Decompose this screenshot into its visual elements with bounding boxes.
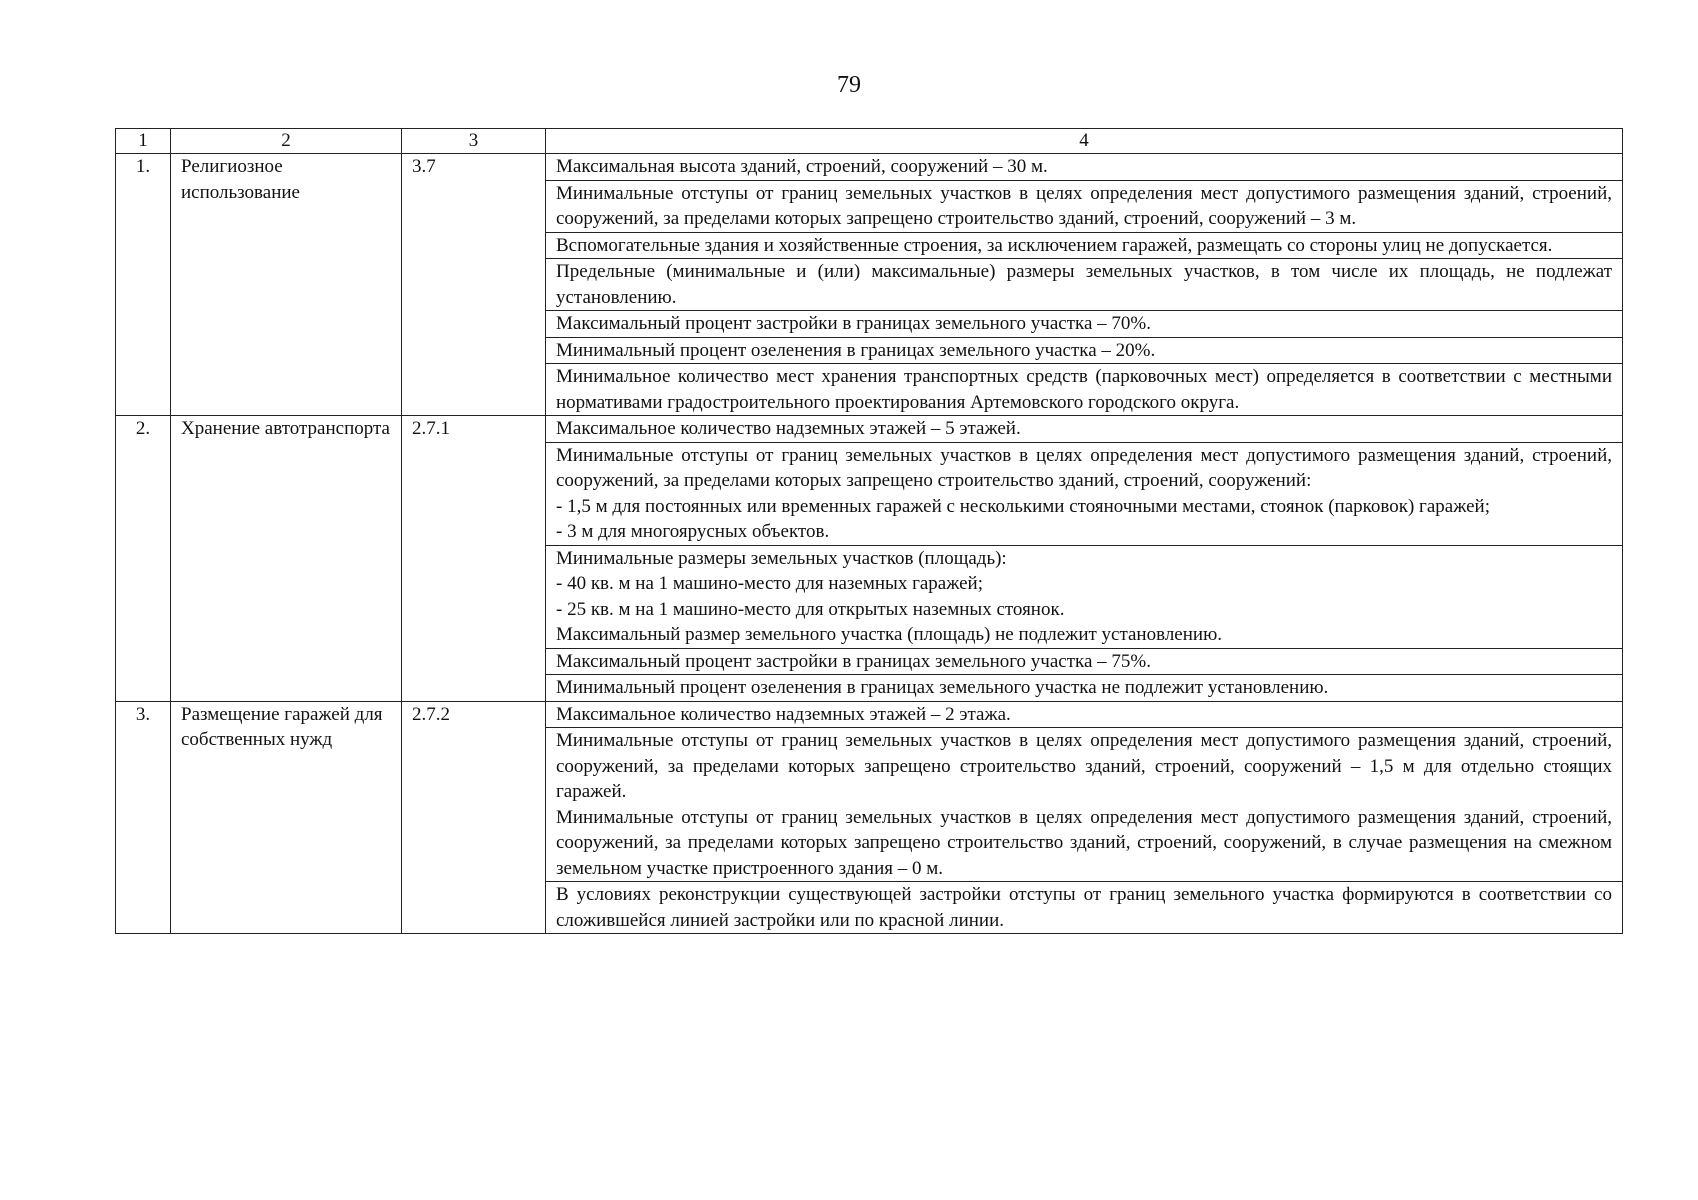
requirement-line: Максимальный размер земельного участка (площадь) не подлежит установлению. <box>556 624 1223 645</box>
table-row <box>116 154 1623 181</box>
requirement-line: Минимальные размеры земельных участков (площадь): <box>556 547 1007 569</box>
requirement-cell <box>546 442 1623 545</box>
requirement-cell: Вспомогательные здания и хозяйственные строения, за исключением гаражей, размещать со стороны улиц не допускается. <box>546 232 1623 259</box>
regulations-table <box>115 128 1623 934</box>
header-col-3: 3 <box>402 129 546 154</box>
requirement-cell: Максимальный процент застройки в границах земельного участка – 75%. <box>546 648 1623 675</box>
row-number: 3. <box>116 701 171 934</box>
row-number: 2. <box>116 416 171 702</box>
land-use-code: 3.7 <box>402 154 546 416</box>
requirement-cell: Максимальная высота зданий, строений, сооружений – 30 м. <box>546 154 1623 181</box>
land-use-name: Размещение гаражей для собственных нужд <box>171 701 402 934</box>
land-use-code: 2.7.2 <box>402 701 546 934</box>
requirement-cell <box>546 545 1623 648</box>
page-number: 79 <box>837 72 861 98</box>
requirement-cell: Минимальный процент озеленения в границах земельного участка – 20%. <box>546 337 1623 364</box>
requirement-line: Минимальные отступы от границ земельных участков в целях определения мест допустимого размещения зданий, строений, сооружений, за пределами которых запрещено строительство зданий, строений, сооружений: <box>556 444 1612 491</box>
header-col-1: 1 <box>116 129 171 154</box>
requirement-cell <box>546 728 1623 882</box>
header-col-4: 4 <box>546 129 1623 154</box>
requirement-cell: В условиях реконструкции существующей застройки отступы от границ земельного участка формируются в соответствии со сложившейся линией застройки или по красной линии. <box>546 882 1623 934</box>
requirement-line: - 3 м для многоярусных объектов. <box>556 521 830 542</box>
land-use-code: 2.7.1 <box>402 416 546 702</box>
table-row <box>116 416 1623 443</box>
requirement-line: Минимальные отступы от границ земельных участков в целях определения мест допустимого размещения зданий, строений, сооружений, за пределами которых запрещено строительство зданий, строений, сооружений – 1,5 м для отдельно стоящих гаражей. <box>556 730 1612 802</box>
requirement-cell: Минимальный процент озеленения в границах земельного участка не подлежит установлению. <box>546 675 1623 702</box>
land-use-name: Религиозное использование <box>171 154 402 416</box>
header-col-2: 2 <box>171 129 402 154</box>
requirement-line: Минимальные отступы от границ земельных участков в целях определения мест допустимого размещения зданий, строений, сооружений, за пределами которых запрещено строительство зданий, строений, сооружений, в случае размещения на смежном земельном участке пристроенного здания – 0 м. <box>556 806 1612 879</box>
table-header-row <box>116 129 1623 154</box>
requirement-line: - 25 кв. м на 1 машино-место для открытых наземных стоянок. <box>556 598 1065 620</box>
land-use-name: Хранение автотранспорта <box>171 416 402 702</box>
table-row <box>116 701 1623 728</box>
requirement-cell: Максимальное количество надземных этажей – 2 этажа. <box>546 701 1623 728</box>
requirement-cell: Максимальное количество надземных этажей – 5 этажей. <box>546 416 1623 443</box>
row-number: 1. <box>116 154 171 416</box>
requirement-cell: Минимальные отступы от границ земельных участков в целях определения мест допустимого размещения зданий, строений, сооружений, за пределами которых запрещено строительство зданий, строений, сооружений – 3 м. <box>546 180 1623 232</box>
requirement-cell: Максимальный процент застройки в границах земельного участка – 70%. <box>546 311 1623 338</box>
requirement-line: - 1,5 м для постоянных или временных гаражей с несколькими стояночными местами, стоянок (парковок) гаражей; <box>556 495 1490 517</box>
requirement-line: - 40 кв. м на 1 машино-место для наземных гаражей; <box>556 573 983 594</box>
requirement-cell: Предельные (минимальные и (или) максимальные) размеры земельных участков, в том числе их площадь, не подлежат установлению. <box>546 259 1623 311</box>
requirement-cell: Минимальное количество мест хранения транспортных средств (парковочных мест) определяется в соответствии с местными нормативами градостроительного проектирования Артемовского городского округа. <box>546 364 1623 416</box>
